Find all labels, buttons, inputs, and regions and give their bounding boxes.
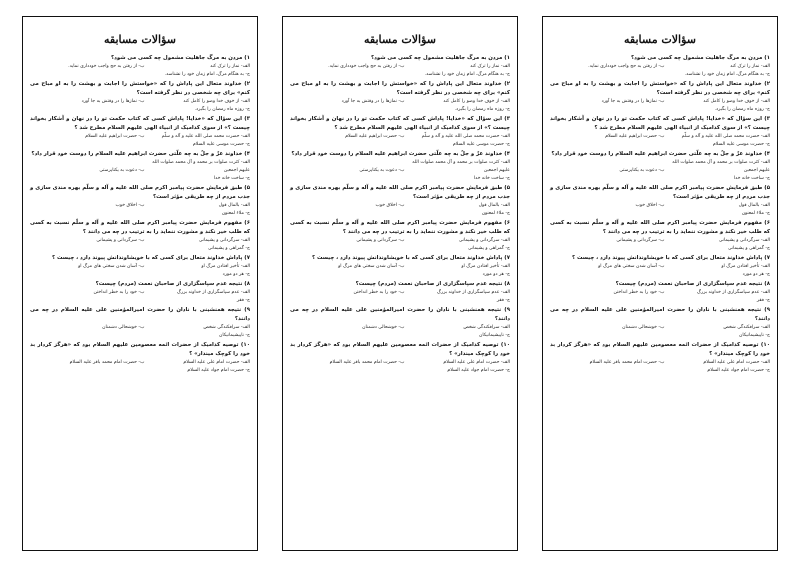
- question-text: ۷) پاداش خداوند متعال برای کسی که با خویشاوندانش پیوند دارد ، چیست ؟: [51, 255, 250, 261]
- answer-option: الف- سرگردانی و پشیمانی: [458, 238, 510, 243]
- answer-option: ب- دعوت به یکتاپرستی: [359, 168, 405, 173]
- answer-option: ج- هر دو مورد: [222, 272, 250, 277]
- answer-option: ج- حضرت موسی علیه السلام: [712, 142, 770, 147]
- question-text: ۱) مردن به مرگ جاهلیت مشمول چه کسی می شود؟: [630, 55, 770, 61]
- question-text: ۶) مفهوم فرمایش حضرت پیامبر اکرم صلی الله علیه و آله و سلّم نسبت به کسی که طلب خیر نکند و مشورت ننماید را به ترتیب در چه می دانند ؟: [290, 220, 510, 235]
- answer-option: الف- کثرت صلوات بر محمد و آل محمد صلوات الله علیهم اجمعین: [672, 160, 770, 173]
- question-text: ۷) پاداش خداوند متعال برای کسی که با خویشاوندانش پیوند دارد ، چیست ؟: [311, 255, 510, 261]
- answer-option: ج- به هنگام مرگ، امام زمان خود را نشناسد.: [424, 72, 510, 77]
- question-text: ۳) این سؤال که «خدایا! پاداش کسی که کتاب حکمت تو را در نهان و آشکار بخواند چیست ؟» از سوی کدامیک از انبیاء الهی علیهم السلام مطرح شد ؟: [290, 116, 510, 131]
- answer-option: الف- حضرت محمد صلی الله علیه و آله و سلّم: [681, 134, 770, 139]
- answer-option: ج- حضرت امام جواد علیه السلام: [447, 368, 510, 373]
- answer-option: ج- هر دو مورد: [482, 272, 510, 277]
- question-text: ۲) خداوند متعال این پاداش را که «خواستش را اجابت و بهشت را به او مباح می کنم» برای چه شخصی در نظر گرفته است؟: [290, 81, 510, 96]
- answer-option: ج- ناپیشیمانیکان: [739, 333, 770, 338]
- question-text: ۵) طبق فرمایش حضرت پیامبر اکرم صلی الله علیه و آله و سلّم بهره مندی سازی و جذب مردم از چه طریقی مؤثر است؟: [290, 185, 510, 200]
- answer-option: الف- نماز را ترک کند: [470, 64, 510, 69]
- answer-option: ب- خود را به خطر انداختن: [93, 290, 145, 295]
- answer-options: [30, 63, 250, 79]
- answer-option: الف- سرگردانی و پشیمانی: [718, 238, 770, 243]
- answer-option: ب- اخلاق خوب: [635, 203, 665, 208]
- answer-option: ب- خود را به خطر انداختن: [353, 290, 405, 295]
- answer-options: [30, 237, 250, 253]
- question-text: ۵) طبق فرمایش حضرت پیامبر اکرم صلی الله علیه و آله و سلّم بهره مندی سازی و جذب مردم از چه طریقی مؤثر است؟: [550, 185, 770, 200]
- question-text: ۶) مفهوم فرمایش حضرت پیامبر اکرم صلی الله علیه و آله و سلّم نسبت به کسی که طلب خیر نکند و مشورت ننماید را به ترتیب در چه می دانند ؟: [550, 220, 770, 235]
- answer-option: الف- کثرت صلوات بر محمد و آل محمد صلوات الله علیهم اجمعین: [412, 160, 510, 173]
- answer-options: [30, 289, 250, 305]
- answer-option: الف- از خوف خدا وضو را کامل کند: [443, 99, 510, 104]
- answer-option: الف- حضرت محمد صلی الله علیه و آله و سلّم: [161, 134, 250, 139]
- answer-option: الف- سرافکندگی شخص: [203, 325, 250, 330]
- question-text: ۴) خداوند عزّ و جلّ به چه علّتی حضرت ابراهیم علیه السلام را دوست خود قرار داد؟: [31, 151, 250, 157]
- question-text: ۱۰) توصیه کدامیک از حضرات ائمه معصومین علیهم السلام بود که «هرگز کردار بد خود را کوچک میندار» ؟: [290, 342, 510, 357]
- answer-option: ب- سرگردانی و پشیمانی: [356, 238, 405, 243]
- question-text: ۸) نتیجه عدم سپاسگزاری از صاحبان نعمت (مردم) چیست؟: [615, 281, 770, 287]
- question-text: ۱۰) توصیه کدامیک از حضرات ائمه معصومین علیهم السلام بود که «هرگز کردار بد خود را کوچک میندار» ؟: [30, 342, 250, 357]
- answer-option: ب- نمازها را در وقتش به جا آورد: [341, 99, 405, 104]
- card-title: سؤالات مسابقه: [104, 33, 176, 46]
- question-text: ۹) نتیجه همنشینی با نادان را حضرت امیرالمؤمنین علی علیه السلام در چه می دانند؟: [30, 307, 250, 322]
- question-text: ۱) مردن به مرگ جاهلیت مشمول چه کسی می شود؟: [110, 55, 250, 61]
- answer-option: الف- بالمال قول: [478, 203, 510, 208]
- answer-options: [550, 133, 770, 149]
- answer-option: الف- حضرت محمد صلی الله علیه و آله و سلّم: [421, 134, 510, 139]
- question-text: ۸) نتیجه عدم سپاسگزاری از صاحبان نعمت (مردم) چیست؟: [95, 281, 250, 287]
- question-text: ۱۰) توصیه کدامیک از حضرات ائمه معصومین علیهم السلام بود که «هرگز کردار بد خود را کوچک میندار» ؟: [550, 342, 770, 357]
- answer-option: ب- اخلاق خوب: [375, 203, 405, 208]
- answer-options: [30, 263, 250, 279]
- answer-option: ج- گمراهی و پشیمانی: [207, 246, 250, 251]
- answer-option: ب- دعوت به یکتاپرستی: [619, 168, 665, 173]
- answer-option: الف- عدم سپاسگزاری از خداوند بزرگ: [696, 290, 770, 295]
- question-text: ۳) این سؤال که «خدایا! پاداش کسی که کتاب حکمت تو را در نهان و آشکار بخواند چیست ؟» از سوی کدامیک از انبیاء الهی علیهم السلام مطرح شد ؟: [30, 116, 250, 131]
- answer-option: ب- حضرت امام محمد باقر علیه السلام: [69, 360, 145, 365]
- answer-options: [550, 237, 770, 253]
- answer-option: الف- تأخیر افتادن مرگ او: [721, 264, 770, 269]
- answer-option: ج- فقر: [236, 298, 250, 303]
- answer-option: ج- گمراهی و پشیمانی: [467, 246, 510, 251]
- question-text: ۹) نتیجه همنشینی با نادان را حضرت امیرالمؤمنین علی علیه السلام در چه می دانند؟: [550, 307, 770, 322]
- answer-option: ج- گمراهی و پشیمانی: [727, 246, 770, 251]
- answer-options: [30, 133, 250, 149]
- answer-option: ب- حضرت ابراهیم علیه السلام: [605, 134, 665, 139]
- answer-option: ج- ناپیشیمانیکان: [219, 333, 250, 338]
- answer-option: ج- ساخت خانه خدا: [733, 176, 770, 181]
- answer-options: [30, 159, 250, 183]
- answer-option: الف- عدم سپاسگزاری از خداوند بزرگ: [176, 290, 250, 295]
- question-text: ۳) این سؤال که «خدایا! پاداش کسی که کتاب حکمت تو را در نهان و آشکار بخواند چیست ؟» از سوی کدامیک از انبیاء الهی علیهم السلام مطرح شد ؟: [550, 116, 770, 131]
- answer-option: ج- روزه ماه رمضان را بگیرد.: [714, 107, 770, 112]
- answer-option: ج- ملاء لمعنون: [741, 211, 770, 216]
- answer-option: ج- روزه ماه رمضان را بگیرد.: [454, 107, 510, 112]
- answer-option: ج- فقر: [756, 298, 770, 303]
- answer-option: الف- از خوف خدا وضو را کامل کند: [183, 99, 250, 104]
- question-text: ۹) نتیجه همنشینی با نادان را حضرت امیرالمؤمنین علی علیه السلام در چه می دانند؟: [290, 307, 510, 322]
- answer-option: ج- ساخت خانه خدا: [213, 176, 250, 181]
- answer-option: ج- ملاء لمعنون: [221, 211, 250, 216]
- answer-option: ب- حضرت ابراهیم علیه السلام: [85, 134, 145, 139]
- answer-option: الف- حضرت امام علی علیه السلام: [183, 360, 250, 365]
- answer-option: ج- ناپیشیمانیکان: [479, 333, 510, 338]
- answer-option: ب- آسان شدن سختی های مرگ او: [598, 264, 665, 269]
- answer-option: ب- حضرت امام محمد باقر علیه السلام: [329, 360, 405, 365]
- answer-options: [290, 237, 510, 253]
- answer-option: ب- از رفتن به حج واجب خودداری نماید.: [588, 64, 665, 69]
- answer-options: [290, 289, 510, 305]
- answer-option: ج- ساخت خانه خدا: [473, 176, 510, 181]
- question-text: ۵) طبق فرمایش حضرت پیامبر اکرم صلی الله علیه و آله و سلّم بهره مندی سازی و جذب مردم از چه طریقی مؤثر است؟: [30, 185, 250, 200]
- answer-option: ب- نمازها را در وقتش به جا آورد: [601, 99, 665, 104]
- answer-options: [550, 324, 770, 340]
- answer-option: ج- حضرت امام جواد علیه السلام: [187, 368, 250, 373]
- answer-options: [290, 133, 510, 149]
- answer-option: الف- حضرت امام علی علیه السلام: [443, 360, 510, 365]
- answer-option: ب- از رفتن به حج واجب خودداری نماید.: [68, 64, 145, 69]
- answer-option: ب- نمازها را در وقتش به جا آورد: [81, 99, 145, 104]
- answer-option: ج- روزه ماه رمضان را بگیرد.: [194, 107, 250, 112]
- answer-option: ب- آسان شدن سختی های مرگ او: [338, 264, 405, 269]
- answer-option: الف- حضرت امام علی علیه السلام: [703, 360, 770, 365]
- answer-options: [290, 263, 510, 279]
- answer-option: الف- سرافکندگی شخص: [723, 325, 770, 330]
- answer-option: ب- حضرت امام محمد باقر علیه السلام: [589, 360, 665, 365]
- answer-options: [290, 63, 510, 79]
- answer-option: ب- خوشحالی دشمنان: [622, 325, 665, 330]
- answer-option: ب- خوشحالی دشمنان: [362, 325, 405, 330]
- answer-option: ب- دعوت به یکتاپرستی: [99, 168, 145, 173]
- question-text: ۶) مفهوم فرمایش حضرت پیامبر اکرم صلی الله علیه و آله و سلّم نسبت به کسی که طلب خیر نکند و مشورت ننماید را به ترتیب در چه می دانند ؟: [30, 220, 250, 235]
- question-text: ۷) پاداش خداوند متعال برای کسی که با خویشاوندانش پیوند دارد ، چیست ؟: [571, 255, 770, 261]
- card-title: سؤالات مسابقه: [624, 33, 696, 46]
- answer-options: [550, 98, 770, 114]
- answer-option: الف- سرگردانی و پشیمانی: [198, 238, 250, 243]
- answer-option: ج- به هنگام مرگ، امام زمان خود را نشناسد.: [684, 72, 770, 77]
- answer-option: ج- هر دو مورد: [742, 272, 770, 277]
- question-text: ۴) خداوند عزّ و جلّ به چه علّتی حضرت ابراهیم علیه السلام را دوست خود قرار داد؟: [551, 151, 770, 157]
- answer-options: [550, 263, 770, 279]
- answer-option: ج- ملاء لمعنون: [481, 211, 510, 216]
- answer-option: ب- خوشحالی دشمنان: [102, 325, 145, 330]
- answer-options: [550, 202, 770, 218]
- answer-option: ج- فقر: [496, 298, 510, 303]
- answer-option: الف- تأخیر افتادن مرگ او: [201, 264, 250, 269]
- question-list: [283, 54, 517, 375]
- answer-option: الف- نماز را ترک کند: [730, 64, 770, 69]
- answer-option: ب- سرگردانی و پشیمانی: [616, 238, 665, 243]
- question-text: ۱) مردن به مرگ جاهلیت مشمول چه کسی می شود؟: [370, 55, 510, 61]
- question-text: ۴) خداوند عزّ و جلّ به چه علّتی حضرت ابراهیم علیه السلام را دوست خود قرار داد؟: [291, 151, 510, 157]
- answer-option: الف- تأخیر افتادن مرگ او: [461, 264, 510, 269]
- answer-option: ب- آسان شدن سختی های مرگ او: [78, 264, 145, 269]
- answer-option: الف- کثرت صلوات بر محمد و آل محمد صلوات الله علیهم اجمعین: [152, 160, 250, 173]
- answer-option: ب- حضرت ابراهیم علیه السلام: [345, 134, 405, 139]
- answer-option: ج- به هنگام مرگ، امام زمان خود را نشناسد.: [164, 72, 250, 77]
- question-text: ۲) خداوند متعال این پاداش را که «خواستش را اجابت و بهشت را به او مباح می کنم» برای چه شخصی در نظر گرفته است؟: [30, 81, 250, 96]
- answer-options: [30, 202, 250, 218]
- answer-options: [290, 359, 510, 375]
- quiz-card-right: [542, 16, 778, 551]
- answer-options: [290, 202, 510, 218]
- answer-options: [30, 98, 250, 114]
- answer-option: الف- از خوف خدا وضو را کامل کند: [703, 99, 770, 104]
- answer-option: ج- حضرت امام جواد علیه السلام: [707, 368, 770, 373]
- answer-option: الف- عدم سپاسگزاری از خداوند بزرگ: [436, 290, 510, 295]
- answer-options: [290, 324, 510, 340]
- answer-options: [550, 159, 770, 183]
- answer-options: [290, 98, 510, 114]
- answer-options: [30, 359, 250, 375]
- answer-option: الف- بالمال قول: [218, 203, 250, 208]
- quiz-card-middle: [282, 16, 518, 551]
- answer-option: ب- سرگردانی و پشیمانی: [96, 238, 145, 243]
- answer-option: ب- خود را به خطر انداختن: [613, 290, 665, 295]
- answer-options: [550, 63, 770, 79]
- answer-option: الف- نماز را ترک کند: [210, 64, 250, 69]
- card-title: سؤالات مسابقه: [364, 33, 436, 46]
- answer-option: ب- اخلاق خوب: [115, 203, 145, 208]
- question-text: ۸) نتیجه عدم سپاسگزاری از صاحبان نعمت (مردم) چیست؟: [355, 281, 510, 287]
- question-text: ۲) خداوند متعال این پاداش را که «خواستش را اجابت و بهشت را به او مباح می کنم» برای چه شخصی در نظر گرفته است؟: [550, 81, 770, 96]
- answer-options: [30, 324, 250, 340]
- answer-option: ج- حضرت موسی علیه السلام: [192, 142, 250, 147]
- answer-options: [550, 359, 770, 375]
- answer-options: [290, 159, 510, 183]
- quiz-card-left: [22, 16, 258, 551]
- answer-options: [550, 289, 770, 305]
- question-list: [23, 54, 257, 375]
- answer-option: ج- حضرت موسی علیه السلام: [452, 142, 510, 147]
- answer-option: الف- سرافکندگی شخص: [463, 325, 510, 330]
- answer-option: الف- بالمال قول: [738, 203, 770, 208]
- answer-option: ب- از رفتن به حج واجب خودداری نماید.: [328, 64, 405, 69]
- question-list: [543, 54, 777, 375]
